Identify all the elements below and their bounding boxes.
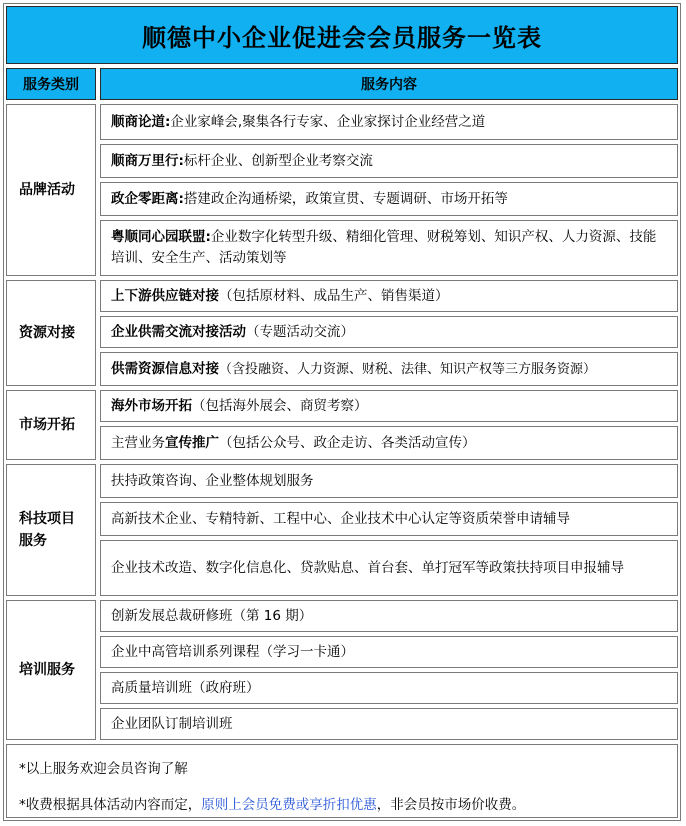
item-title: 企业供需交流对接活动 [111,323,246,340]
category-training: 培训服务 [6,600,96,740]
category-label: 科技项目服务 [19,511,75,549]
page-title: 顺德中小企业促进会会员服务一览表 [6,6,678,64]
service-item [100,390,678,422]
note-post: ，非会员按市场价收费。 [376,797,526,813]
header-category: 服务类别 [6,68,96,100]
header-content: 服务内容 [100,68,678,100]
item-desc: （含投融资、人力资源、财税、法律、知识产权等三方服务资源） [219,361,597,377]
service-item [100,426,678,460]
item-desc: （专题活动交流） [246,323,354,340]
item-desc: 企业中高管培训系列课程（学习一卡通） [111,643,354,660]
item-desc: （包括公众号、政企走访、各类活动宣传） [219,434,476,451]
category-market: 市场开拓 [6,390,96,460]
service-item [100,182,678,216]
note-line-2 [19,793,525,813]
item-title: 顺商论道: [111,113,171,130]
item-desc: 搭建政企沟通桥梁，政策宣贯、专题调研、市场开拓等 [183,190,508,207]
service-item [100,464,678,498]
service-item [100,352,678,386]
item-desc: 扶持政策咨询、企业整体规划服务 [111,472,314,489]
service-item [100,502,678,536]
service-item [100,636,678,668]
service-item [100,672,678,704]
item-desc: 企业家峰会,聚集各行专家、企业家探讨企业经营之道 [170,113,486,130]
item-title: 宣传推广 [165,434,219,451]
service-table [3,3,681,821]
item-desc: 企业团队订制培训班 [111,715,233,732]
item-title: 顺商万里行: [111,152,184,169]
item-desc: 标杆企业、创新型企业考察交流 [183,152,373,169]
category-tech [6,464,96,596]
item-title: 供需资源信息对接 [111,360,219,377]
service-item [100,540,678,596]
category-brand: 品牌活动 [6,104,96,276]
service-item [100,104,678,140]
service-item [100,280,678,312]
note-pre: *收费根据具体活动内容而定， [19,797,202,813]
note-line-1: *以上服务欢迎会员咨询了解 [19,761,188,777]
service-item [100,220,678,276]
service-item [100,144,678,178]
service-item [100,316,678,348]
category-resource: 资源对接 [6,280,96,386]
note-highlight: 原则上会员免费或享折扣优惠 [201,797,377,813]
item-desc: （包括海外展会、商贸考察） [192,397,368,414]
item-title: 上下游供应链对接 [111,287,219,304]
item-title: 海外市场开拓 [111,397,192,414]
item-title: 粤顺同心园联盟: [111,229,211,245]
item-title: 政企零距离: [111,190,184,207]
service-item [100,708,678,740]
item-desc: （包括原材料、成品生产、销售渠道） [219,287,449,304]
service-item [100,600,678,632]
footnotes [6,744,678,818]
item-prefix: 主营业务 [111,434,165,451]
item-desc: 高质量培训班（政府班） [111,679,260,696]
item-desc: 高新技术企业、专精特新、工程中心、企业技术中心认定等资质荣誉申请辅导 [111,510,570,527]
item-desc: 企业数字化转型升级、精细化管理、财税筹划、知识产权、人力资源、技能培训、安全生产、活动策划等 [111,229,657,266]
item-desc: 企业技术改造、数字化信息化、贷款贴息、首台套、单打冠军等政策扶持项目申报辅导 [111,559,624,576]
item-desc: 创新发展总裁研修班（第 16 期） [111,607,313,624]
